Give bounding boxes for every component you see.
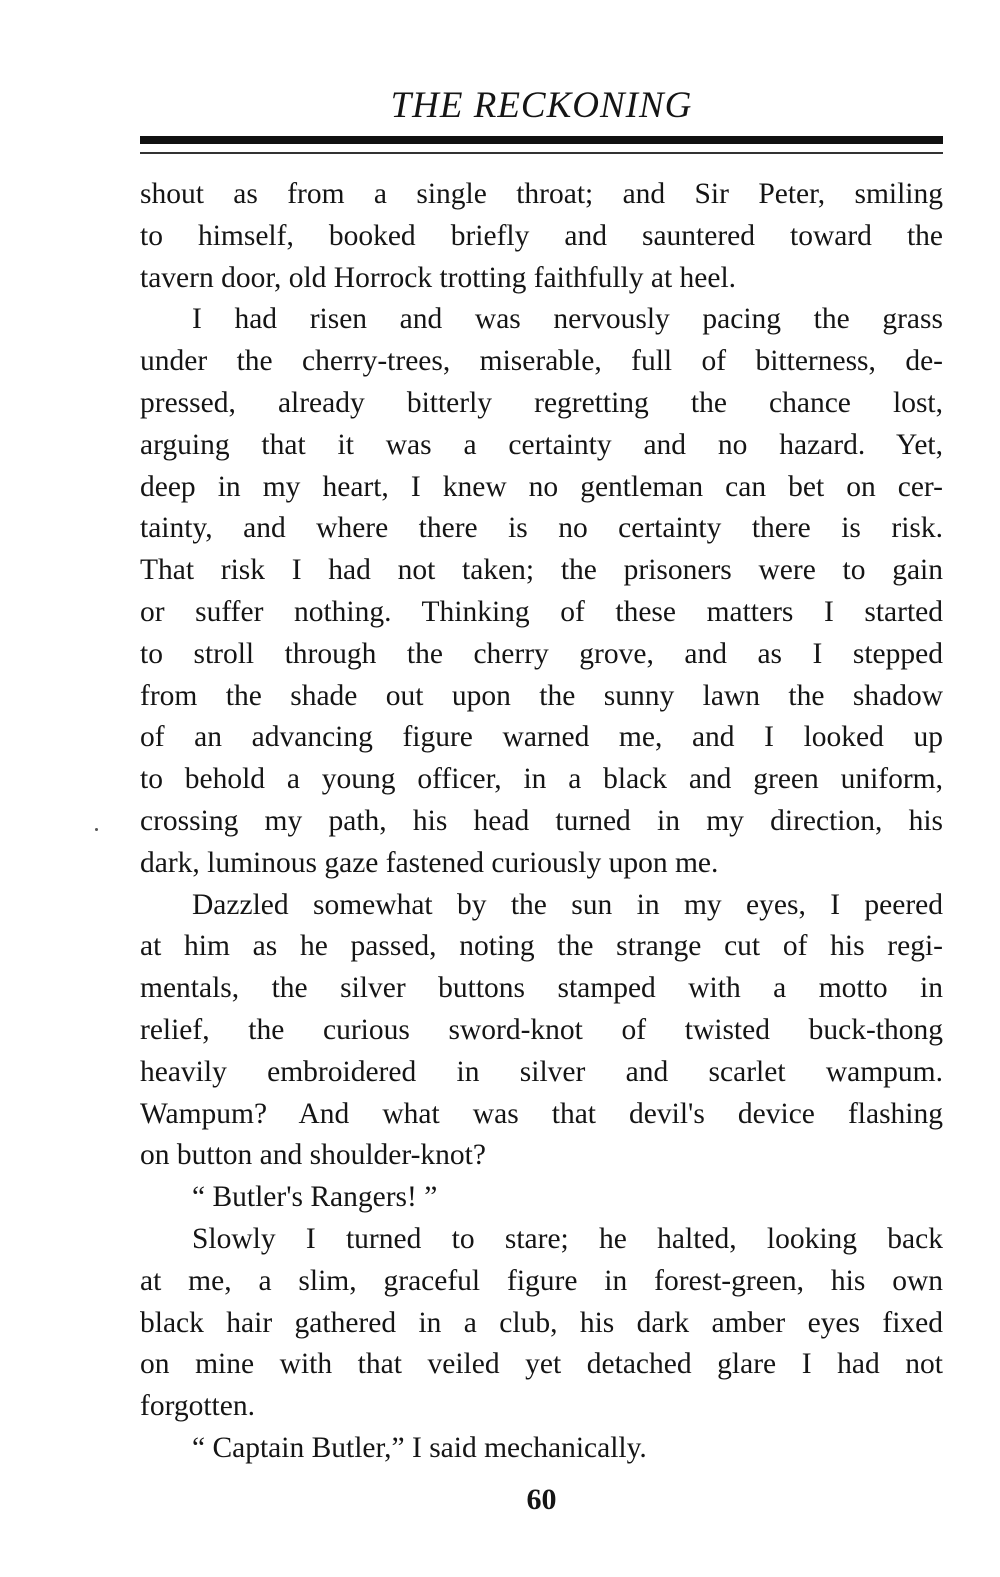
text-line: Slowly I turned to stare; he halted, looking back xyxy=(192,1222,943,1255)
text-line: “ Captain Butler,” I said mechanically. xyxy=(192,1431,647,1464)
text-line: tavern door, old Horrock trotting faithfully at heel. xyxy=(140,261,737,294)
running-title: THE RECKONING xyxy=(390,85,693,126)
text-line: to stroll through the cherry grove, and as I stepped xyxy=(140,637,943,670)
text-line: shout as from a single throat; and Sir Peter, smiling xyxy=(140,178,943,210)
text-line: “ Butler's Rangers! ” xyxy=(192,1181,438,1214)
header-rule-thick xyxy=(140,136,943,144)
text-line: Wampum? And what was that devil's device flashing xyxy=(140,1097,943,1130)
text-line: arguing that it was a certainty and no hazard. Yet, xyxy=(140,428,943,461)
body-text xyxy=(140,174,943,1470)
text-line: on mine with that veiled yet detached glare I had not xyxy=(140,1348,943,1381)
text-line: from the shade out upon the sunny lawn the shadow xyxy=(140,679,943,712)
text-line: That risk I had not taken; the prisoners were to gain xyxy=(140,554,943,587)
text-line: at him as he passed, noting the strange cut of his regi- xyxy=(140,930,943,963)
text-line: to behold a young officer, in a black and green uniform, xyxy=(140,763,943,796)
text-line: of an advancing figure warned me, and I looked up xyxy=(140,721,943,754)
text-line: on button and shoulder-knot? xyxy=(140,1139,486,1172)
text-line: crossing my path, his head turned in my direction, his xyxy=(140,804,943,837)
text-line: to himself, booked briefly and sauntered toward the xyxy=(140,219,943,252)
text-line: dark, luminous gaze fastened curiously upon me. xyxy=(140,846,719,879)
page-number: 60 xyxy=(526,1483,557,1516)
text-line: I had risen and was nervously pacing the grass xyxy=(192,303,943,336)
text-line: black hair gathered in a club, his dark amber eyes fixed xyxy=(140,1306,943,1339)
header-rule-thin xyxy=(140,152,943,154)
text-line: under the cherry-trees, miserable, full of bitterness, de- xyxy=(140,345,943,378)
text-line: relief, the curious sword-knot of twisted buck-thong xyxy=(140,1013,943,1046)
text-line: Dazzled somewhat by the sun in my eyes, I peered xyxy=(192,888,943,921)
text-line: or suffer nothing. Thinking of these matters I started xyxy=(140,595,943,628)
text-line: mentals, the silver buttons stamped with a motto in xyxy=(140,972,943,1005)
print-speck xyxy=(95,828,98,831)
text-line: pressed, already bitterly regretting the chance lost, xyxy=(140,386,943,419)
text-line: heavily embroidered in silver and scarlet wampum. xyxy=(140,1055,943,1088)
text-line: at me, a slim, graceful figure in forest-green, his own xyxy=(140,1264,943,1297)
text-line: forgotten. xyxy=(140,1390,255,1423)
text-line: deep in my heart, I knew no gentleman can bet on cer- xyxy=(140,470,943,503)
text-line: tainty, and where there is no certainty there is risk. xyxy=(140,512,943,545)
